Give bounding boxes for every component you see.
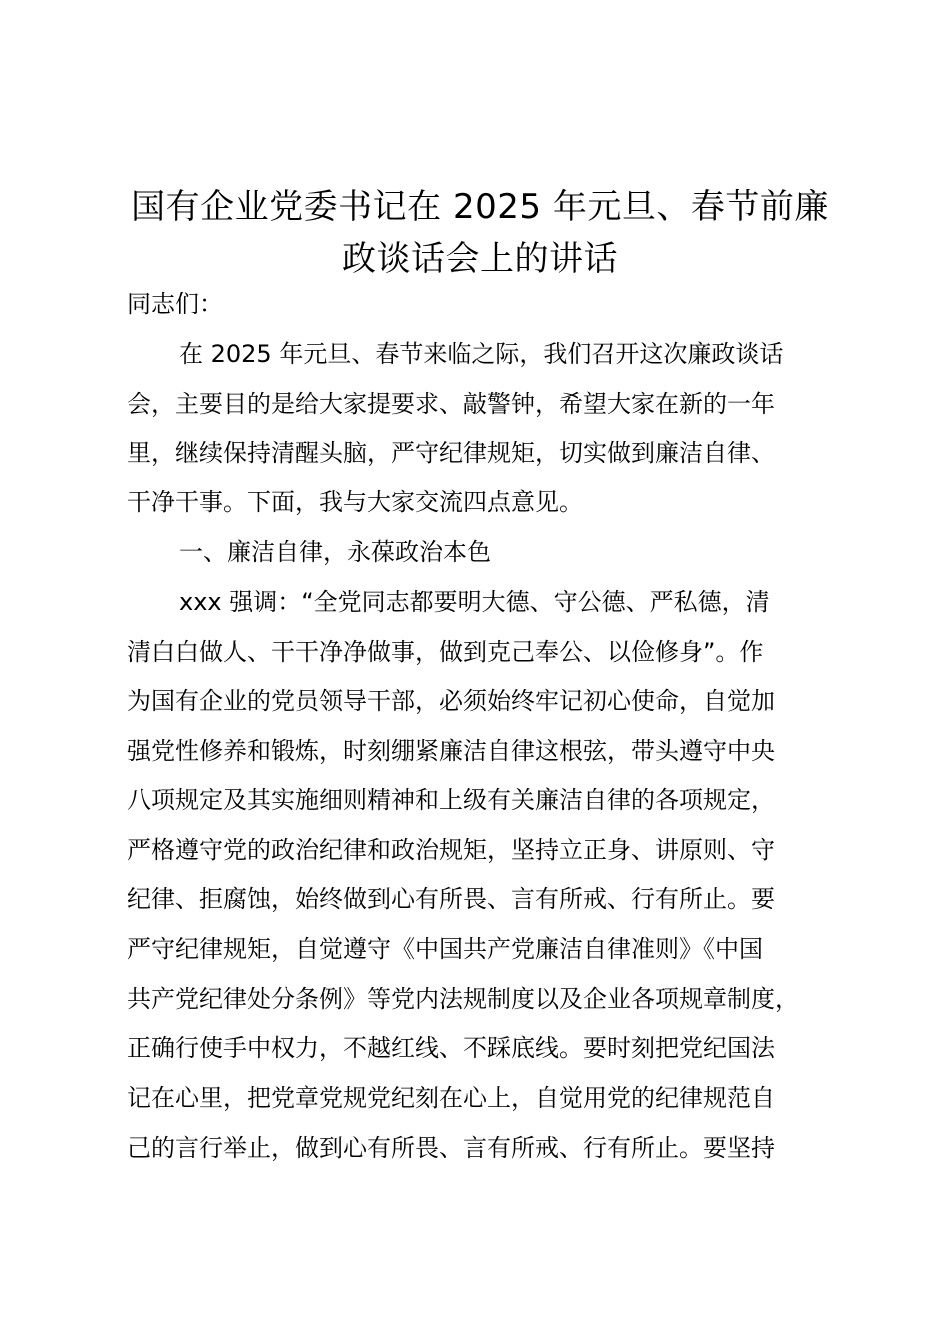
salutation: 同志们： (127, 290, 223, 318)
document-title-line-2: 政谈话会上的讲话 (342, 239, 618, 279)
paragraph-line: 正确行使手中权力，不越红线、不踩底线。要时刻把党纪国法 (127, 1034, 775, 1062)
paragraph-line: 清白白做人、干干净净做事，做到克己奉公、以俭修身”。作 (127, 638, 764, 666)
paragraph-line: 严守纪律规矩，自觉遵守《中国共产党廉洁自律准则》《中国 (127, 935, 763, 963)
paragraph-line: 记在心里，把党章党规党纪刻在心上，自觉用党的纪律规范自 (127, 1084, 775, 1112)
paragraph-line: 己的言行举止，做到心有所畏、言有所戒、行有所止。要坚持 (127, 1134, 775, 1162)
section-heading: 一、廉洁自律，永葆政治本色 (179, 538, 491, 566)
document-title-line-1: 国有企业党委书记在 2025 年元旦、春节前廉 (131, 187, 829, 227)
paragraph-line: 干净干事。下面，我与大家交流四点意见。 (127, 488, 583, 516)
paragraph-line: 纪律、拒腐蚀，始终做到心有所畏、言有所戒、行有所止。要 (127, 885, 775, 913)
paragraph-line: 共产党纪律处分条例》等党内法规制度以及企业各项规章制度， (127, 985, 799, 1013)
paragraph-line: 为国有企业的党员领导干部，必须始终牢记初心使命，自觉加 (127, 687, 775, 715)
paragraph-line: 严格遵守党的政治纪律和政治规矩，坚持立正身、讲原则、守 (127, 836, 775, 864)
paragraph-line: 在 2025 年元旦、春节来临之际，我们召开这次廉政谈话 (179, 340, 784, 368)
paragraph-line: 八项规定及其实施细则精神和上级有关廉洁自律的各项规定， (127, 786, 775, 814)
paragraph-line: 强党性修养和锻炼，时刻绷紧廉洁自律这根弦，带头遵守中央 (127, 737, 775, 765)
paragraph-line: 里，继续保持清醒头脑，严守纪律规矩，切实做到廉洁自律、 (127, 439, 775, 467)
paragraph-line: 会，主要目的是给大家提要求、敲警钟，希望大家在新的一年 (127, 390, 775, 418)
paragraph-line: xxx 强调：“全党同志都要明大德、守公德、严私德，清 (179, 588, 770, 616)
